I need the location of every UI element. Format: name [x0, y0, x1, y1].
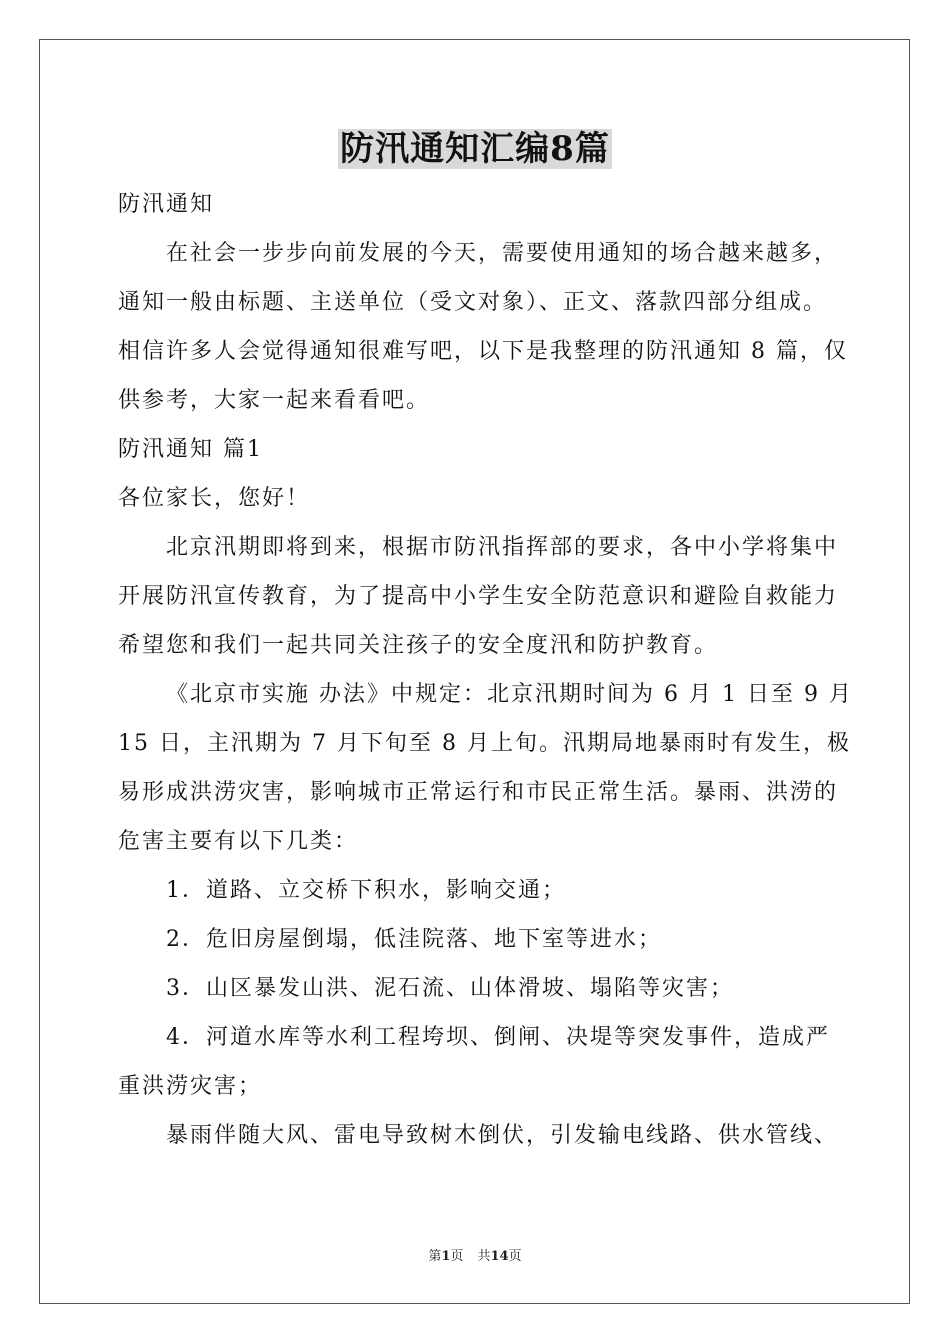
section-heading: 防汛通知 篇1 — [118, 437, 263, 462]
text-line: 易形成洪涝灾害，影响城市正常运行和市民正常生活。暴雨、洪涝的 — [118, 780, 839, 805]
text-line: 重洪涝灾害； — [118, 1074, 263, 1099]
page-footer — [0, 1248, 950, 1266]
document-title — [0, 126, 950, 172]
list-item: 1．道路、立交桥下积水，影响交通； — [166, 878, 566, 903]
text-line: 防汛通知 — [118, 192, 215, 217]
page-total: 14 — [490, 1249, 509, 1264]
list-item: 2．危旧房屋倒塌，低洼院落、地下室等进水； — [166, 927, 662, 952]
greeting-line: 各位家长，您好！ — [118, 486, 311, 511]
text-line: 在社会一步步向前发展的今天，需要使用通知的场合越来越多， — [166, 241, 839, 266]
page-number: 1 — [441, 1249, 451, 1264]
total-prefix: 共 — [477, 1249, 491, 1264]
page-prefix: 第 — [428, 1249, 442, 1264]
text-line: 希望您和我们一起共同关注孩子的安全度汛和防护教育。 — [118, 633, 719, 658]
text-line: 暴雨伴随大风、雷电导致树木倒伏，引发输电线路、供水管线、 — [166, 1123, 839, 1148]
page-suffix: 页 — [450, 1249, 464, 1264]
document-title-text: 防汛通知汇编8篇 — [340, 129, 610, 169]
text-line: 15 日，主汛期为 7 月下旬至 8 月上旬。汛期局地暴雨时有发生，极 — [118, 731, 851, 756]
text-line: 开展防汛宣传教育，为了提高中小学生安全防范意识和避险自救能力 — [118, 584, 839, 609]
text-line: 北京汛期即将到来，根据市防汛指挥部的要求，各中小学将集中 — [166, 535, 839, 560]
list-item: 4．河道水库等水利工程垮坝、倒闸、决堤等突发事件，造成严 — [166, 1025, 830, 1050]
text-line: 相信许多人会觉得通知很难写吧，以下是我整理的防汛通知 8 篇，仅 — [118, 339, 848, 364]
list-item: 3．山区暴发山洪、泥石流、山体滑坡、塌陷等灾害； — [166, 976, 734, 1001]
text-line: 供参考，大家一起来看看吧。 — [118, 388, 431, 413]
total-suffix: 页 — [508, 1249, 522, 1264]
text-line: 《北京市实施 办法》中规定：北京汛期时间为 6 月 1 日至 9 月 — [166, 682, 853, 707]
text-line: 危害主要有以下几类： — [118, 829, 359, 854]
text-line: 通知一般由标题、主送单位（受文对象）、正文、落款四部分组成。 — [118, 290, 828, 315]
document-body — [118, 180, 853, 1160]
